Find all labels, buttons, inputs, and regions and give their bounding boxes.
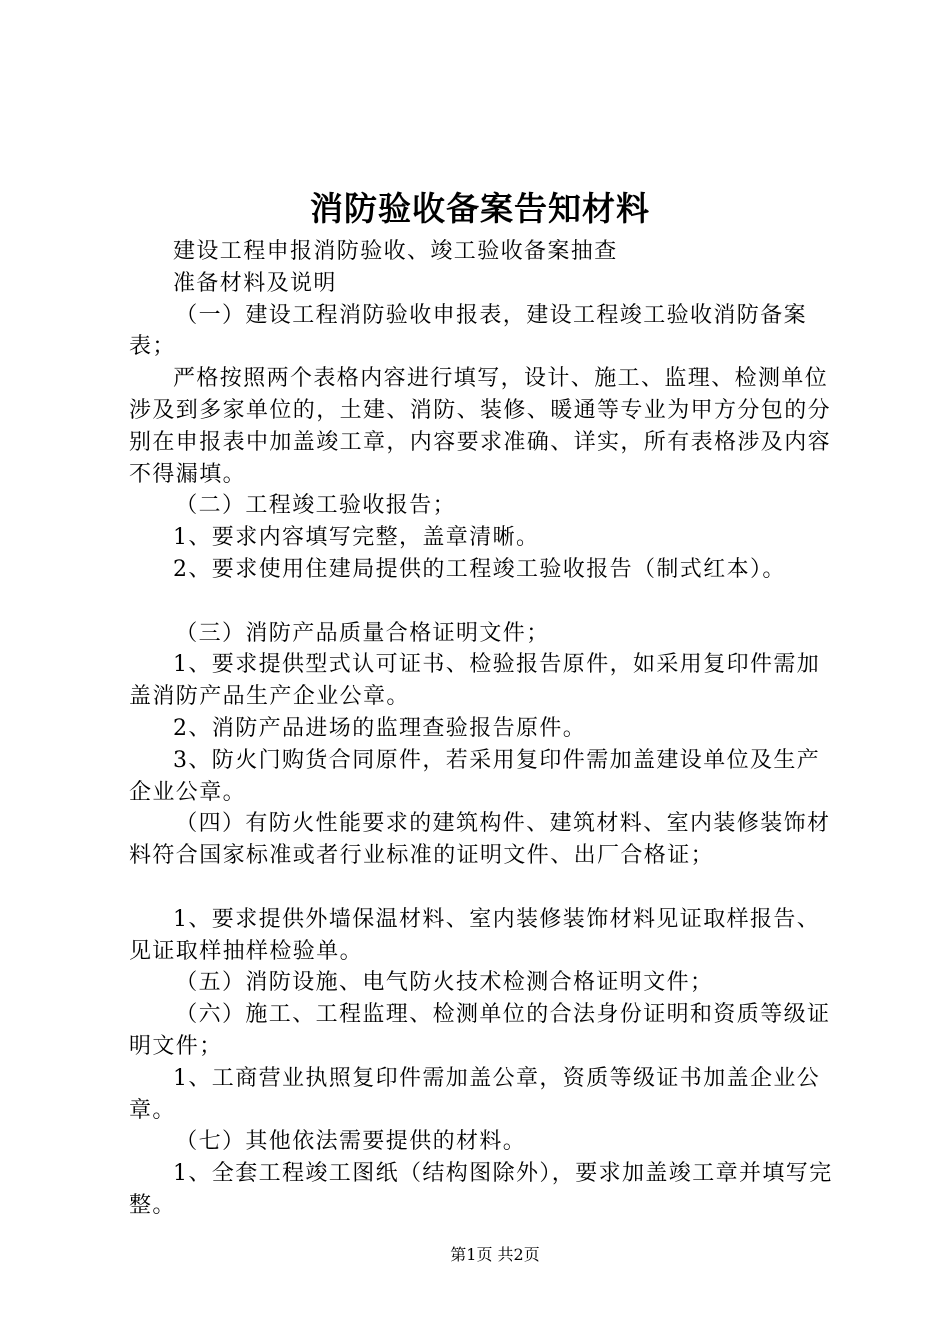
page-footer: 第1页 共2页	[450, 1245, 540, 1264]
document-body	[129, 236, 839, 1222]
paragraph-11: 2、消防产品进场的监理查验报告原件。	[173, 715, 587, 741]
paragraph-15: 1、要求提供外墙保温材料、室内装修装饰材料见证取样报告、见证取样抽样检验单。	[129, 906, 821, 964]
paragraph-6: 1、要求内容填写完整，盖章清晰。	[173, 525, 540, 551]
section-6-heading: （六）施工、工程监理、检测单位的合法身份证明和资质等级证明文件；	[129, 1002, 831, 1059]
paragraph-18: 1、工商营业执照复印件需加盖公章，资质等级证书加盖企业公章。	[129, 1065, 821, 1123]
section-1-heading: （一）建设工程消防验收申报表，建设工程竣工验收消防备案表；	[129, 302, 807, 360]
paragraph-2: 准备材料及说明	[173, 270, 337, 296]
paragraph-7: 2、要求使用住建局提供的工程竣工验收报告（制式红本）。	[173, 556, 786, 582]
section-2-heading: （二）工程竣工验收报告；	[175, 493, 456, 519]
section-7-heading: （七）其他依法需要提供的材料。	[175, 1129, 527, 1155]
paragraph-10: 1、要求提供型式认可证书、检验报告原件，如采用复印件需加盖消防产品生产企业公章。	[129, 652, 821, 710]
paragraph-1: 建设工程申报消防验收、竣工验收备案抽查	[173, 239, 618, 264]
paragraph-12: 3、防火门购货合同原件，若采用复印件需加盖建设单位及生产企业公章。	[129, 747, 821, 805]
document-title: 消防验收备案告知材料	[310, 189, 650, 228]
section-4-heading: （四）有防火性能要求的建筑构件、建筑材料、室内装修装饰材料符合国家标准或者行业标准的证明文件、出厂合格证；	[129, 811, 831, 869]
paragraph-4: 严格按照两个表格内容进行填写，设计、施工、监理、检测单位涉及到多家单位的，土建、消防、装修、暖通等专业为甲方分包的分别在申报表中加盖竣工章，内容要求准确、详实，所有表格涉及内容不得漏填。	[129, 366, 832, 487]
paragraph-20: 1、全套工程竣工图纸（结构图除外），要求加盖竣工章并填写完整。	[129, 1161, 833, 1218]
blank-line-2	[129, 872, 839, 904]
section-5-heading: （五）消防设施、电气防火技术检测合格证明文件；	[175, 970, 714, 996]
blank-line-1	[129, 586, 839, 618]
section-3-heading: （三）消防产品质量合格证明文件；	[175, 620, 550, 646]
